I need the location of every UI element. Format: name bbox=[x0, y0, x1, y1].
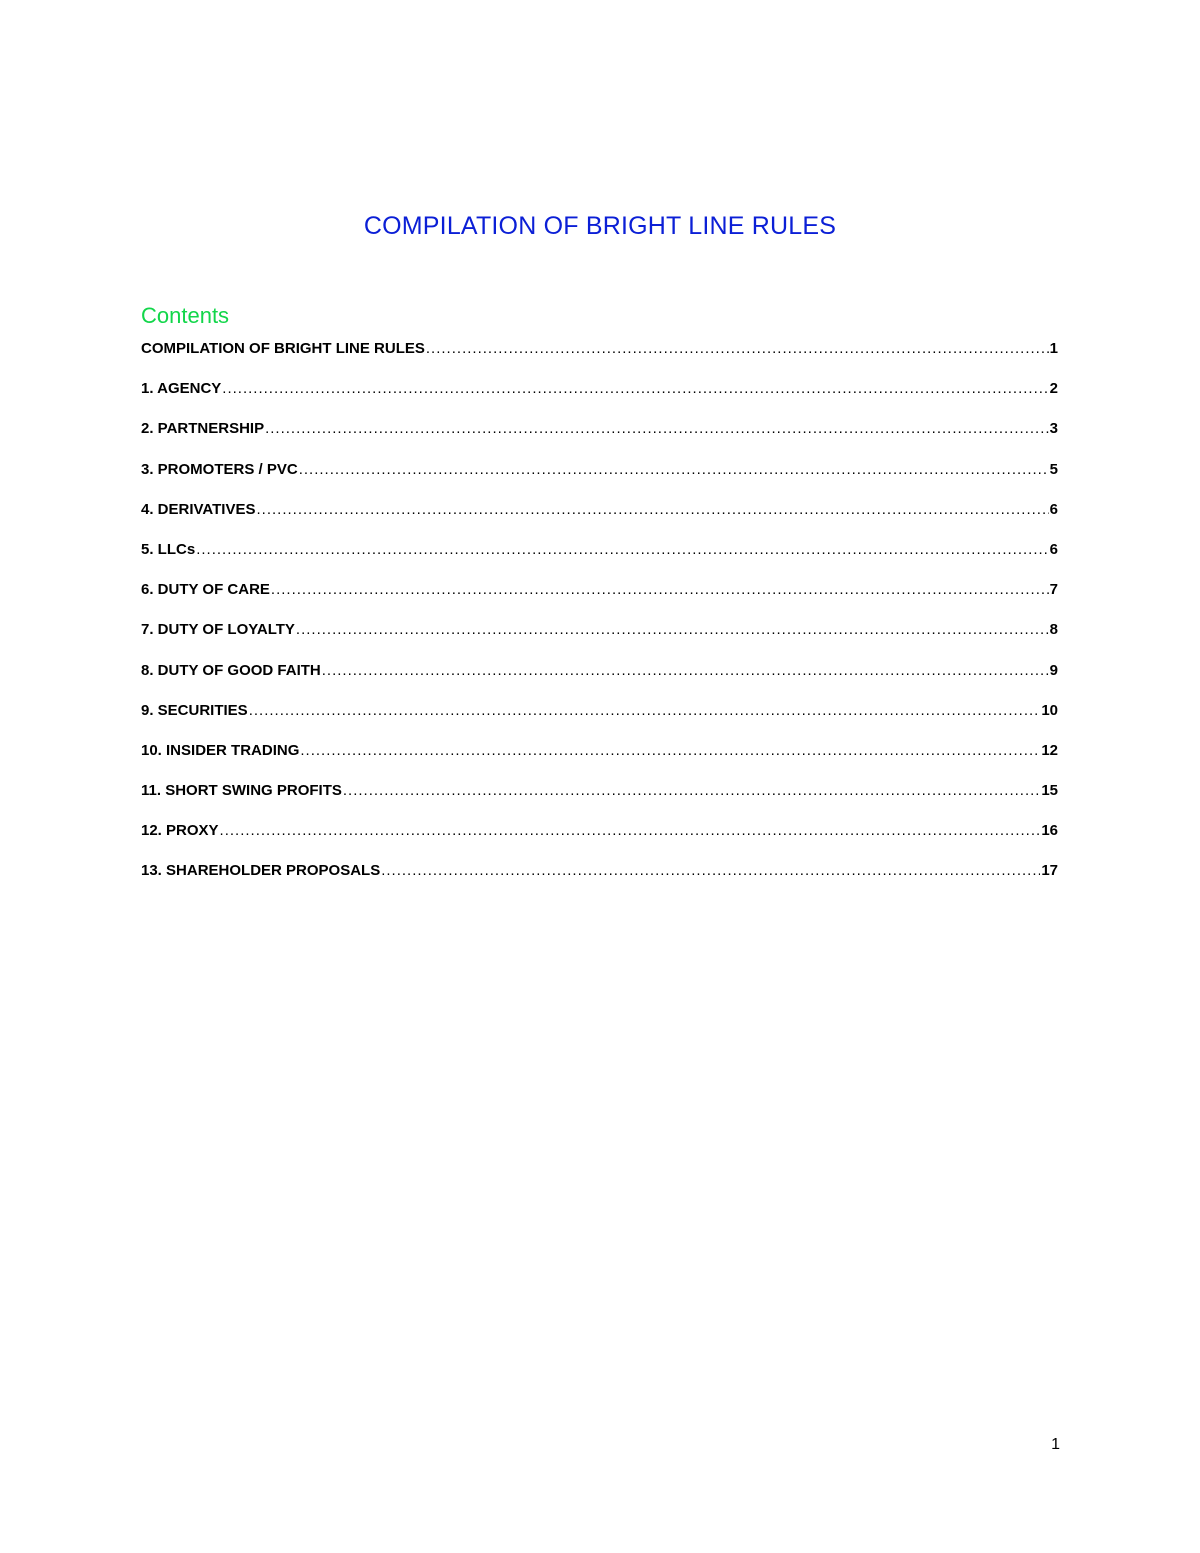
toc-dot-leader bbox=[426, 340, 1049, 357]
toc-entry-agency[interactable] bbox=[141, 380, 1058, 420]
toc-entry-page: 9 bbox=[1049, 661, 1058, 679]
toc-entry-label: 7. DUTY OF LOYALTY bbox=[141, 621, 295, 639]
toc-dot-leader bbox=[256, 501, 1048, 518]
toc-entry-page: 6 bbox=[1049, 540, 1058, 558]
toc-entry-insider-trading[interactable] bbox=[141, 742, 1058, 782]
toc-entry-page: 17 bbox=[1041, 862, 1058, 880]
toc-entry-page: 5 bbox=[1049, 460, 1058, 478]
toc-dot-leader bbox=[271, 581, 1049, 598]
toc-entry-page: 10 bbox=[1041, 701, 1058, 719]
toc-entry-duty-of-good-faith[interactable] bbox=[141, 662, 1058, 702]
toc-entry-promoters-pvc[interactable] bbox=[141, 461, 1058, 501]
toc-entry-label: 3. PROMOTERS / PVC bbox=[141, 460, 298, 478]
toc-entry-page: 12 bbox=[1041, 741, 1058, 759]
toc-dot-leader bbox=[222, 380, 1048, 397]
toc-entry-shareholder-proposals[interactable] bbox=[141, 862, 1058, 902]
toc-dot-leader bbox=[322, 662, 1049, 679]
toc-entry-label: 9. SECURITIES bbox=[141, 701, 248, 719]
toc-entry-label: 8. DUTY OF GOOD FAITH bbox=[141, 661, 321, 679]
page-number: 1 bbox=[1051, 1436, 1060, 1453]
toc-entry-label: 5. LLCs bbox=[141, 540, 196, 558]
toc-entry-page: 15 bbox=[1041, 782, 1058, 800]
toc-entry-compilation[interactable] bbox=[141, 340, 1058, 380]
toc-entry-llcs[interactable] bbox=[141, 541, 1058, 581]
toc-entry-page: 16 bbox=[1041, 822, 1058, 840]
toc-entry-page: 2 bbox=[1049, 380, 1058, 398]
toc-entry-page: 3 bbox=[1049, 420, 1058, 438]
toc-entry-label: 6. DUTY OF CARE bbox=[141, 581, 270, 599]
toc-heading: Contents bbox=[141, 303, 230, 328]
toc-entry-label: 13. SHAREHOLDER PROPOSALS bbox=[141, 862, 381, 880]
toc-entry-page: 1 bbox=[1049, 340, 1058, 357]
toc-entry-securities[interactable] bbox=[141, 702, 1058, 742]
toc-dot-leader bbox=[249, 702, 1041, 719]
toc-entry-label: 4. DERIVATIVES bbox=[141, 500, 256, 518]
toc-entry-label: 11. SHORT SWING PROFITS bbox=[141, 782, 342, 800]
toc-entry-duty-of-care[interactable] bbox=[141, 581, 1058, 621]
toc-entry-derivatives[interactable] bbox=[141, 501, 1058, 541]
toc-entry-label: COMPILATION OF BRIGHT LINE RULES bbox=[141, 340, 425, 357]
toc-entry-label: 2. PARTNERSHIP bbox=[141, 420, 265, 438]
toc-dot-leader bbox=[343, 782, 1040, 799]
document-title: COMPILATION OF BRIGHT LINE RULES bbox=[363, 212, 837, 240]
toc-entry-label: 12. PROXY bbox=[141, 822, 219, 840]
toc-dot-leader bbox=[196, 541, 1048, 558]
toc-dot-leader bbox=[381, 862, 1040, 879]
toc-dot-leader bbox=[265, 420, 1049, 437]
toc-entry-proxy[interactable] bbox=[141, 822, 1058, 862]
toc-entry-label: 10. INSIDER TRADING bbox=[141, 741, 300, 759]
toc-entry-duty-of-loyalty[interactable] bbox=[141, 621, 1058, 661]
table-of-contents bbox=[141, 340, 1058, 903]
toc-entry-label: 1. AGENCY bbox=[141, 380, 222, 398]
toc-entry-short-swing-profits[interactable] bbox=[141, 782, 1058, 822]
toc-entry-page: 7 bbox=[1049, 581, 1058, 599]
toc-dot-leader bbox=[296, 621, 1049, 638]
toc-dot-leader bbox=[220, 822, 1041, 839]
toc-dot-leader bbox=[299, 461, 1049, 478]
toc-entry-page: 6 bbox=[1049, 500, 1058, 518]
toc-entry-page: 8 bbox=[1049, 621, 1058, 639]
toc-entry-partnership[interactable] bbox=[141, 420, 1058, 460]
toc-dot-leader bbox=[300, 742, 1040, 759]
